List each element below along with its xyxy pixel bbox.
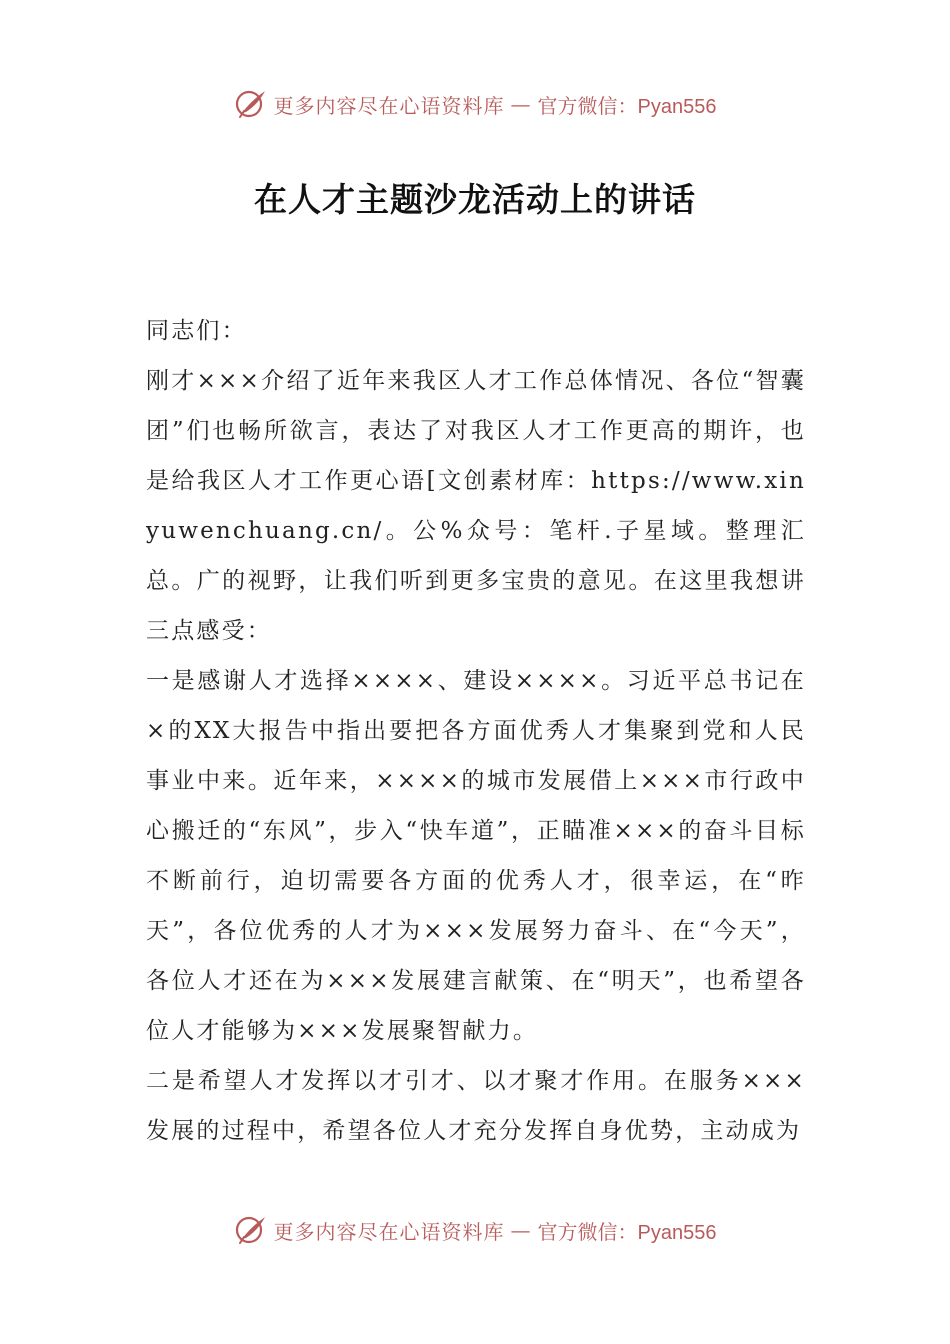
banner-wechat: 官方微信：Pyan556 bbox=[537, 95, 717, 118]
paragraph-3: 二是希望人才发挥以才引才、以才聚才作用。在服务×××发展的过程中，希望各位人才充分发挥自身优势，主动成为 bbox=[146, 1068, 806, 1144]
banner-separator: — bbox=[510, 1218, 532, 1242]
quill-logo-icon bbox=[234, 87, 268, 121]
banner-wechat: 官方微信：Pyan556 bbox=[537, 1221, 717, 1244]
document-title: 在人才主题沙龙活动上的讲话 bbox=[254, 180, 696, 219]
banner-text: 更多内容尽在心语资料库 bbox=[273, 93, 505, 118]
paragraph-2: 一是感谢人才选择××××、建设××××。习近平总书记在×的XX大报告中指出要把各方面优秀人才集聚到党和人民事业中来。近年来，××××的城市发展借上×××市行政中心搬迁的“东风”，步入“快车道”，正瞄准×××的奋斗目标不断前行，迫切需要各方面的优秀人才，很幸运，在“昨天”，各位优秀的人才为×××发展努力奋斗、在“今天”，各位人才还在为×××发展建言献策、在“明天”，也希望各位人才能够为×××发展聚智献力。 bbox=[146, 668, 806, 1044]
quill-logo-icon bbox=[234, 1213, 268, 1247]
banner-separator: — bbox=[510, 92, 532, 116]
document-body bbox=[146, 306, 806, 1156]
banner-text: 更多内容尽在心语资料库 bbox=[273, 1219, 505, 1244]
footer-banner bbox=[0, 1210, 950, 1250]
header-banner bbox=[0, 84, 950, 124]
paragraph-1: 刚才×××介绍了近年来我区人才工作总体情况、各位“智囊团”们也畅所欲言，表达了对我区人才工作更高的期许，也是给我区人才工作更心语[文创素材库：https://www.xinyuwenchuang.cn/。公%众号：笔杆.子星域。整理汇总。广的视野，让我们听到更多宝贵的意见。在这里我想讲三点感受： bbox=[146, 368, 806, 644]
salutation: 同志们： bbox=[146, 318, 247, 344]
